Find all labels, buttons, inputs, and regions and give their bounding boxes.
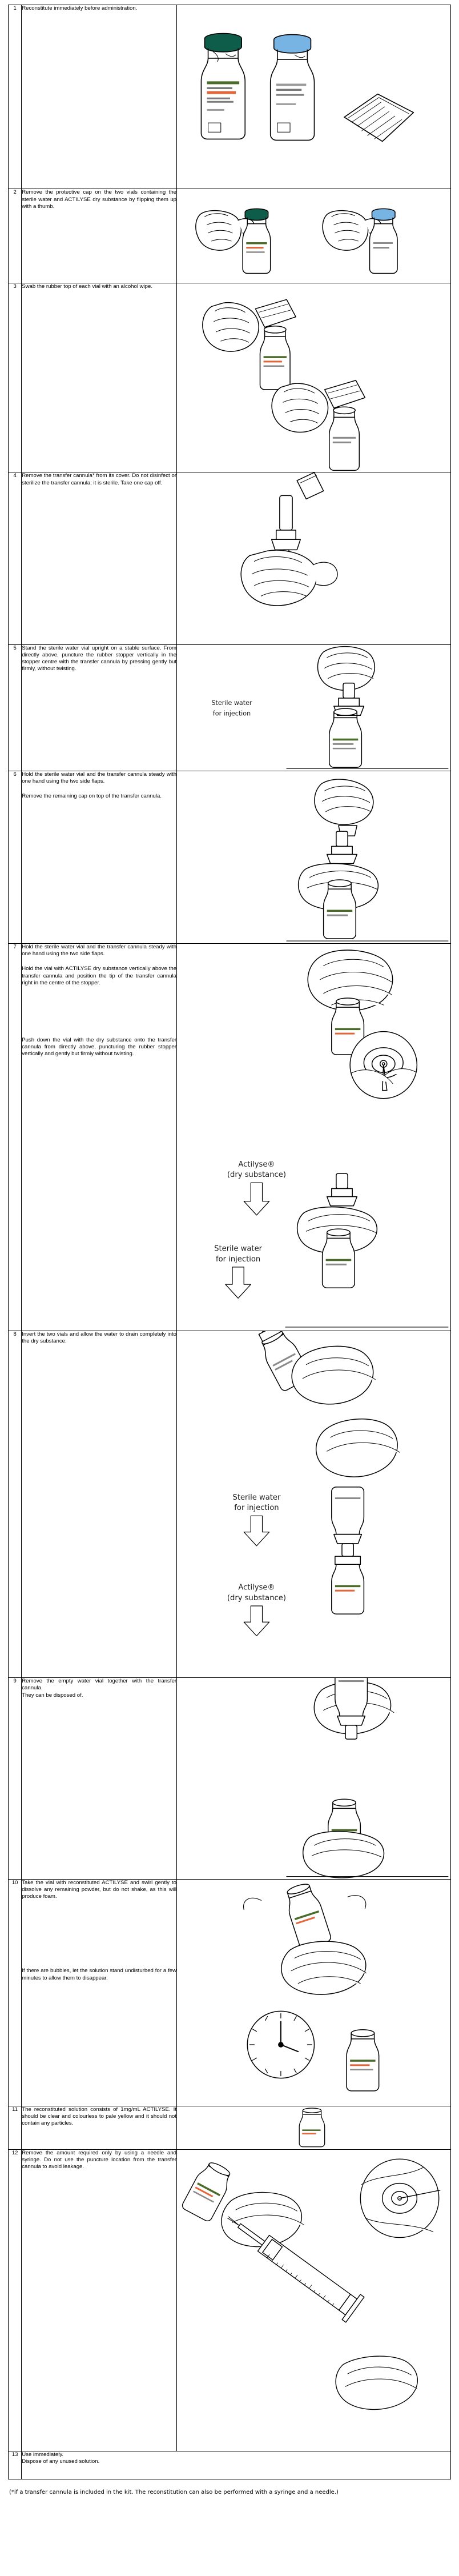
step-figure [177,283,451,472]
step-instruction [22,1331,177,1677]
step-figure [177,2149,451,2451]
step-instruction [22,771,177,943]
table-row [9,2106,451,2149]
step-figure [177,189,451,283]
step-instruction [22,2149,177,2451]
sterile-water-callout-line1: Sterile water [214,1244,263,1253]
step-figure [177,644,451,771]
figure-hands-flipping-caps-off-two-vials [177,189,450,283]
step-figure [177,943,451,1331]
step-number: 10 [9,1879,22,2106]
step-number: 5 [9,644,22,771]
instruction-paragraph: Remove the transfer cannula* from its cover. Do not disinfect or sterilize the transfer cannula; it is sterile. Take one cap off. [22,472,177,486]
step-instruction [22,2106,177,2149]
instruction-paragraph: Hold the vial with ACTILYSE dry substance vertically above the transfer cannula and position the tip of the transfer cannula right in the centre of the stopper. [22,966,177,986]
figure-withdrawing-solution-with-syringe [177,2150,450,2451]
instruction-paragraph: Reconstitute immediately before administration. [22,5,138,11]
footnote: (*if a transfer cannula is included in the kit. The reconstitution can also be performed with a syringe and a needle.) [9,2489,339,2496]
step-figure [177,472,451,644]
figure-puncturing-sterile-water-vial-stopper [177,645,450,771]
instruction-paragraph: Take the vial with reconstituted ACTILYSE and swirl gently to dissolve any remaining powder, but do not shake, as this will produce foam. [22,1879,177,1900]
reconstitution-steps-table [8,5,451,2479]
step-instruction [22,644,177,771]
step-instruction [22,2451,451,2479]
step-number: 4 [9,472,22,644]
step-number: 6 [9,771,22,943]
figure-two-vials-and-alcohol-wipe [177,5,450,189]
step-instruction [22,5,177,189]
instruction-paragraph: Swab the rubber top of each vial with an alcohol wipe. [22,283,153,290]
instruction-paragraph: They can be disposed of. [22,1692,83,1698]
instruction-paragraph: Invert the two vials and allow the water to drain completely into the dry substance. [22,1331,177,1345]
table-row [9,1331,451,1677]
sterile-water-callout-line2: for injection [212,709,251,717]
instruction-paragraph: Remove the empty water vial together with the transfer cannula. [22,1678,177,1692]
instruction-paragraph: Push down the vial with the dry substance onto the transfer cannula from directly above, puncturing the rubber stopper vertically and gently but firmly without twisting. [22,1036,177,1057]
step-number: 13 [9,2451,22,2479]
table-row [9,283,451,472]
figure-removing-empty-water-vial-with-cannula [177,1678,450,1879]
sterile-water-callout-line2: for injection [216,1255,261,1264]
instruction-paragraph: If there are bubbles, let the solution stand undisturbed for a few minutes to allow them to disappear. [22,1968,177,1981]
step-number: 8 [9,1331,22,1677]
step-figure [177,1879,451,2106]
figure-hands-swabbing-vial-stoppers [177,283,450,472]
step-instruction [22,943,177,1331]
step-number: 1 [9,5,22,189]
step-figure [177,2106,451,2149]
instruction-paragraph: Remove the remaining cap on top of the transfer cannula. [22,793,162,800]
actilyse-callout-line1: Actilyse® [238,1160,275,1169]
figure-clear-reconstituted-solution-vial [177,2106,450,2149]
instruction-paragraph: Use immediately. [22,2451,64,2458]
figure-swirling-vial-and-waiting-clock [177,1880,450,2106]
table-row [9,943,451,1331]
table-row [9,644,451,771]
figure-inverted-vials-water-draining [177,1331,450,1677]
figure-joining-actilyse-vial-onto-cannula [177,944,450,1331]
step-figure [177,5,451,189]
instruction-paragraph: Dispose of any unused solution. [22,2458,100,2465]
instruction-paragraph: Hold the sterile water vial and the transfer cannula steady with one hand using the two side flaps. [22,943,177,958]
step-instruction [22,1879,177,2106]
step-number: 2 [9,189,22,283]
figure-removing-remaining-cap-from-cannula [177,771,450,943]
step-number: 7 [9,943,22,1331]
instruction-paragraph: Stand the sterile water vial upright on a stable surface. From directly above, puncture the rubber stopper vertically in the stopper centre with the transfer cannula by pressing gently but firmly, without twisting. [22,644,177,672]
step-number: 11 [9,2106,22,2149]
figure-hand-removing-cap-from-transfer-cannula [177,472,450,644]
sterile-water-callout-line2: for injection [234,1504,279,1513]
step-number: 3 [9,283,22,472]
step-figure [177,1678,451,1880]
table-row [9,472,451,644]
table-row [9,771,451,943]
step-figure [177,771,451,943]
instruction-paragraph: Remove the protective cap on the two vials containing the sterile water and ACTILYSE dry substance by flipping them up with a thumb. [22,189,177,210]
actilyse-callout-line2: (dry substance) [227,1171,287,1180]
table-row [9,2149,451,2451]
step-instruction [22,189,177,283]
step-instruction [22,283,177,472]
table-row [9,1678,451,1880]
table-row [9,189,451,283]
actilyse-callout-line2: (dry substance) [227,1593,287,1603]
instruction-paragraph: The reconstituted solution consists of 1mg/mL ACTILYSE. It should be clear and colourless to pale yellow and it should not contain any particles. [22,2106,177,2127]
step-instruction [22,472,177,644]
table-row [9,2451,451,2479]
table-row [9,5,451,189]
step-number: 9 [9,1678,22,1880]
actilyse-callout-line1: Actilyse® [238,1583,275,1592]
step-number: 12 [9,2149,22,2451]
instruction-paragraph: Hold the sterile water vial and the transfer cannula steady with one hand using the two side flaps. [22,771,177,785]
sterile-water-callout-line1: Sterile water [211,699,252,707]
step-figure [177,1331,451,1677]
step-instruction [22,1678,177,1880]
sterile-water-callout-line1: Sterile water [232,1493,281,1503]
table-row [9,1879,451,2106]
instruction-paragraph: Remove the amount required only by using a needle and syringe. Do not use the puncture location from the transfer cannula to avoid leakage. [22,2149,177,2170]
